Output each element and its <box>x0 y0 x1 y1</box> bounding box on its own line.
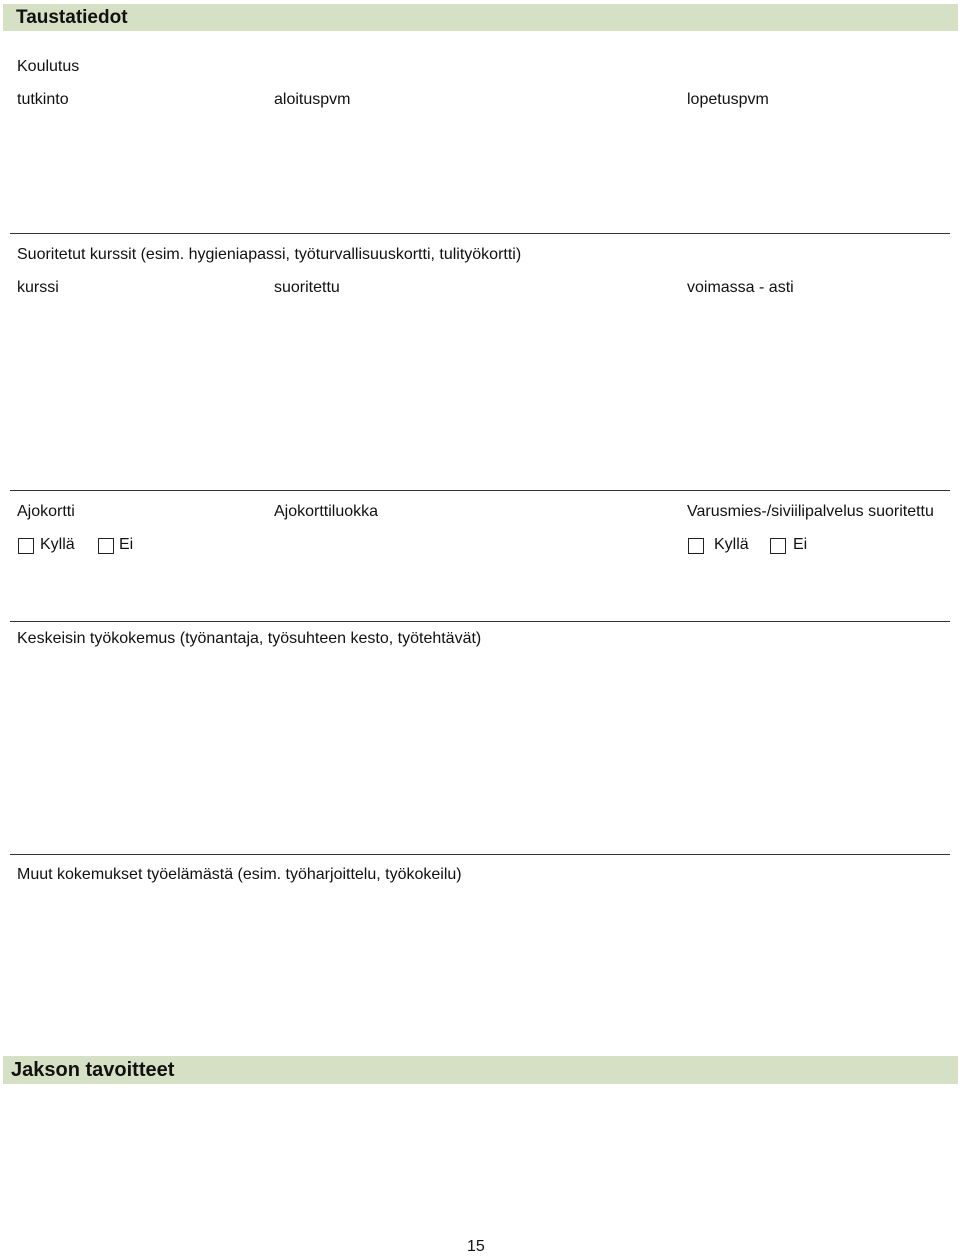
kurssit-heading: Suoritetut kurssit (esim. hygieniapassi, työturvallisuuskortti, tulityökortti) <box>17 246 522 263</box>
ajokorttiluokka-label: Ajokorttiluokka <box>274 503 379 520</box>
palvelus-no-label: Ei <box>793 536 808 553</box>
divider <box>10 854 950 855</box>
ajokortti-no-label: Ei <box>119 536 134 553</box>
column-aloituspvm: aloituspvm <box>274 91 351 108</box>
column-tutkinto: tutkinto <box>17 91 69 108</box>
muut-kokemukset-heading: Muut kokemukset työelämästä (esim. työharjoittelu, työkokeilu) <box>17 866 462 883</box>
palvelus-label: Varusmies-/siviilipalvelus suoritettu <box>687 503 934 520</box>
ajokortti-no-checkbox[interactable] <box>98 538 114 554</box>
divider <box>10 233 950 234</box>
ajokortti-yes-label: Kyllä <box>40 536 75 553</box>
section-header-jakson-tavoitteet <box>3 1056 958 1084</box>
column-voimassa-asti: voimassa - asti <box>687 279 794 296</box>
palvelus-yes-checkbox[interactable] <box>688 538 704 554</box>
palvelus-no-checkbox[interactable] <box>770 538 786 554</box>
column-kurssi: kurssi <box>17 279 59 296</box>
page-number: 15 <box>467 1238 485 1255</box>
divider <box>10 490 950 491</box>
section-header-taustatiedot <box>3 4 958 31</box>
palvelus-yes-label: Kyllä <box>714 536 749 553</box>
column-lopetuspvm: lopetuspvm <box>687 91 769 108</box>
koulutus-heading: Koulutus <box>17 58 80 75</box>
ajokortti-yes-checkbox[interactable] <box>18 538 34 554</box>
section-title: Taustatiedot <box>16 7 128 28</box>
tyokokemus-heading: Keskeisin työkokemus (työnantaja, työsuhteen kesto, työtehtävät) <box>17 630 482 647</box>
section-title: Jakson tavoitteet <box>11 1059 175 1081</box>
column-suoritettu: suoritettu <box>274 279 340 296</box>
ajokortti-label: Ajokortti <box>17 503 75 520</box>
divider <box>10 621 950 622</box>
